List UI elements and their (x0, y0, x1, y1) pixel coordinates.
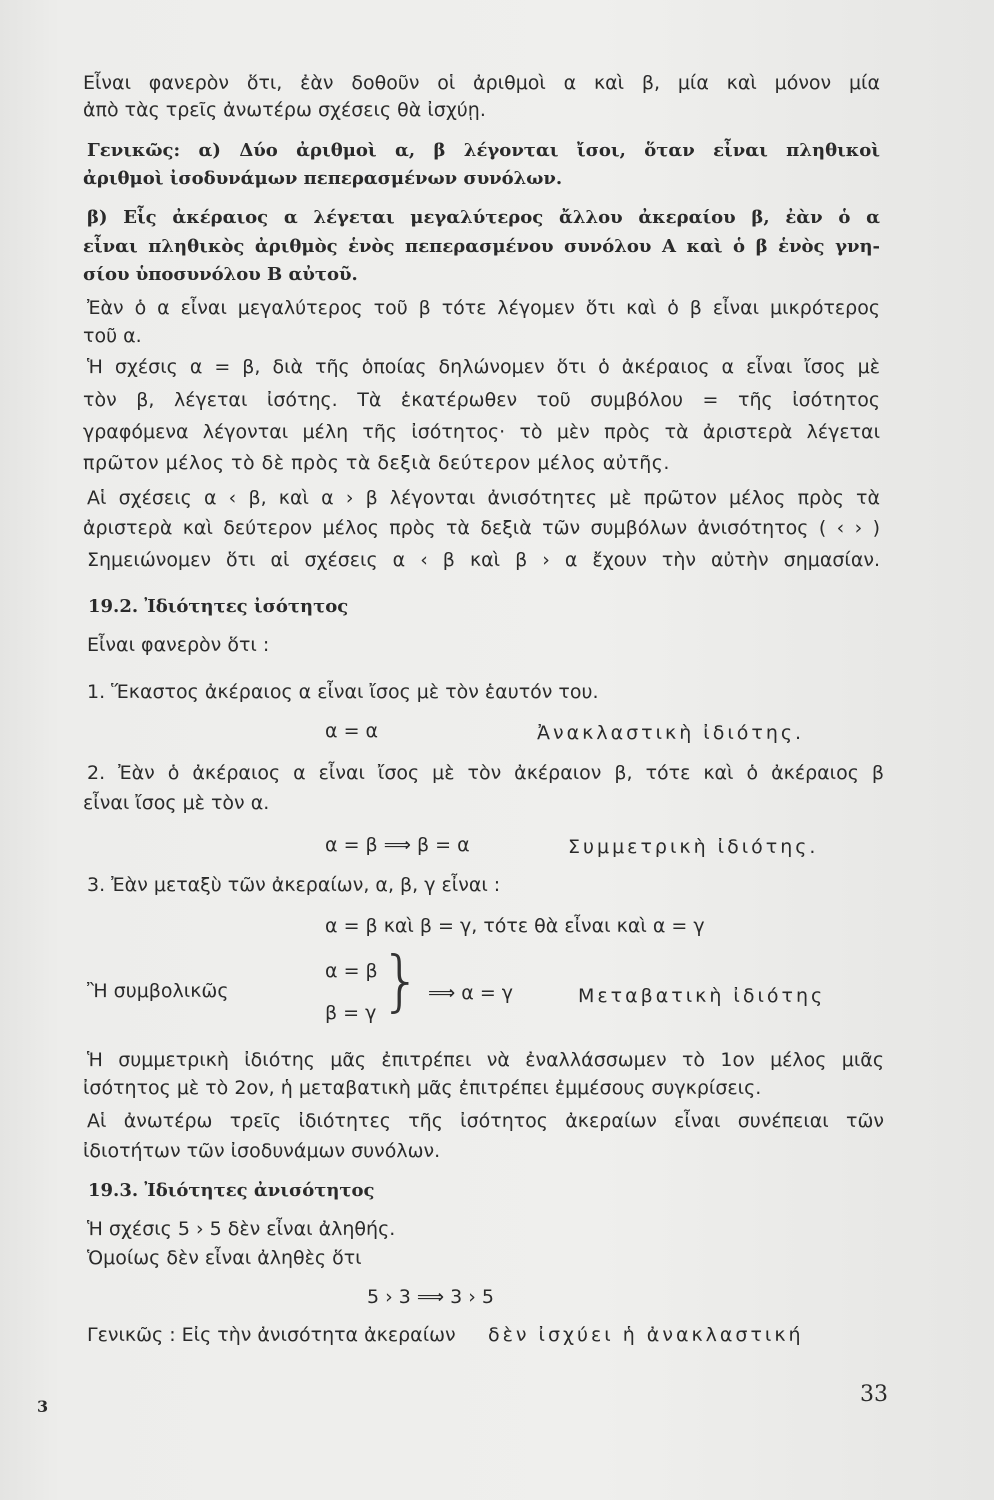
section-heading-19-3: 19.3. Ἰδιότητες ἀνισότητος (88, 1180, 375, 1201)
property-item-3: 3. Ἐὰν μεταξὺ τῶν ἀκεραίων, α, β, γ εἶναι : (87, 874, 501, 896)
reflexive-formula: α = α (325, 720, 379, 742)
definition-line: ἀριθμοὶ ἰσοδυνάμων πεπερασμένων συνόλων. (83, 168, 563, 189)
section-heading-19-2: 19.2. Ἰδιότητες ἰσότητος (88, 596, 349, 617)
property-item-2: 2. Ἐὰν ὁ ἀκέραιος α εἶναι ἴσος μὲ τὸν ἀκέραιον β, τότε καὶ ὁ ἀκέραιος β (87, 762, 884, 784)
text-line: ἀριστερὰ καὶ δεύτερον μέλος πρὸς τὰ δεξιὰ τῶν συμβόλων ἀνισότητος ( ‹ › ) (83, 517, 880, 539)
transitive-property-name: Μεταβατικὴ ἰδιότης (578, 985, 826, 1007)
text-line: εἶναι ἴσος μὲ τὸν α. (83, 792, 270, 814)
text-line-spaced: δὲν ἰσχύει ἡ ἀνακλαστική (488, 1324, 804, 1346)
text-line: τοῦ α. (83, 325, 142, 347)
signature-mark: 3 (37, 1397, 49, 1416)
right-brace: } (380, 942, 422, 1019)
text-line: ἀπὸ τὰς τρεῖς ἀνωτέρω σχέσεις θὰ ἰσχύῃ. (83, 99, 486, 121)
text-line: Ἡ συμμετρικὴ ἰδιότης μᾶς ἐπιτρέπει νὰ ἐναλλάσσωμεν τὸ 1ον μέλος μιᾶς (87, 1049, 884, 1071)
text-line: Αἱ ἀνωτέρω τρεῖς ἰδιότητες τῆς ἰσότητος ἀκεραίων εἶναι συνέπειαι τῶν (87, 1110, 884, 1132)
page-number: 33 (860, 1382, 888, 1407)
text-line: Σημειώνομεν ὅτι αἱ σχέσεις α ‹ β καὶ β › α ἔχουν τὴν αὐτὴν σημασίαν. (87, 549, 880, 571)
definition-line: Γενικῶς: α) Δύο ἀριθμοὶ α, β λέγονται ἴσοι, ὅταν εἶναι πληθικοὶ (87, 140, 880, 161)
definition-line: εἶναι πληθικὸς ἀριθμὸς ἑνὸς πεπερασμένου συνόλου Α καὶ ὁ β ἑνὸς γνη- (83, 236, 880, 257)
text-line: γραφόμενα λέγονται μέλη τῆς ἰσότητος· τὸ μὲν πρὸς τὰ ἀριστερὰ λέγεται (83, 421, 880, 443)
definition-line: β) Εἷς ἀκέραιος α λέγεται μεγαλύτερος ἄλλου ἀκεραίου β, ἐὰν ὁ α (87, 207, 880, 228)
text-line: Ἡ σχέσις 5 › 5 δὲν εἶναι ἀληθής. (87, 1218, 396, 1240)
symbolic-label: Ἢ συμβολικῶς (87, 980, 229, 1002)
text-line: Ἐὰν ὁ α εἶναι μεγαλύτερος τοῦ β τότε λέγομεν ὅτι καὶ ὁ β εἶναι μικρότερος (87, 297, 880, 319)
text-line: Ἡ σχέσις α = β, διὰ τῆς ὁποίας δηλώνομεν ὅτι ὁ ἀκέραιος α εἶναι ἴσος μὲ (87, 356, 880, 378)
text-line: Ὁμοίως δὲν εἶναι ἀληθὲς ὅτι (87, 1247, 362, 1269)
property-item-1: 1. Ἕκαστος ἀκέραιος α εἶναι ἴσος μὲ τὸν ἑαυτόν του. (87, 681, 599, 703)
text-line: ἰσότητος μὲ τὸ 2ον, ἡ μεταβατικὴ μᾶς ἐπιτρέπει ἐμμέσους συγκρίσεις. (83, 1077, 762, 1099)
reflexive-property-name: Ἀνακλαστικὴ ἰδιότης. (537, 722, 805, 744)
text-line: Εἶναι φανερὸν ὅτι, ἐὰν δοθοῦν οἱ ἀριθμοὶ α καὶ β, μία καὶ μόνον μία (83, 72, 880, 94)
text-line: πρῶτον μέλος τὸ δὲ πρὸς τὰ δεξιὰ δεύτερον μέλος αὐτῆς. (83, 452, 670, 474)
definition-line: σίου ὑποσυνόλου Β αὐτοῦ. (83, 264, 358, 285)
symbolic-conclusion: ⟹ α = γ (428, 982, 514, 1004)
symbolic-premise-1: α = β (325, 960, 378, 982)
text-line: Αἱ σχέσεις α ‹ β, καὶ α › β λέγονται ἀνισότητες μὲ πρῶτον μέλος πρὸς τὰ (87, 487, 880, 509)
symmetric-formula: α = β ⟹ β = α (325, 834, 470, 856)
text-line: Εἶναι φανερὸν ὅτι : (87, 634, 270, 656)
transitive-formula: α = β καὶ β = γ, τότε θὰ εἶναι καὶ α = γ (325, 915, 705, 937)
text-line: τὸν β, λέγεται ἰσότης. Τὰ ἑκατέρωθεν τοῦ συμβόλου = τῆς ἰσότητος (83, 389, 880, 411)
text-line: Γενικῶς : Εἰς τὴν ἀνισότητα ἀκεραίων (87, 1324, 456, 1346)
symbolic-premise-2: β = γ (325, 1002, 377, 1024)
text-line: ἰδιοτήτων τῶν ἰσοδυνάμων συνόλων. (83, 1140, 441, 1162)
inequality-formula: 5 › 3 ⟹ 3 › 5 (367, 1286, 495, 1308)
symmetric-property-name: Συμμετρικὴ ἰδιότης. (568, 836, 819, 858)
